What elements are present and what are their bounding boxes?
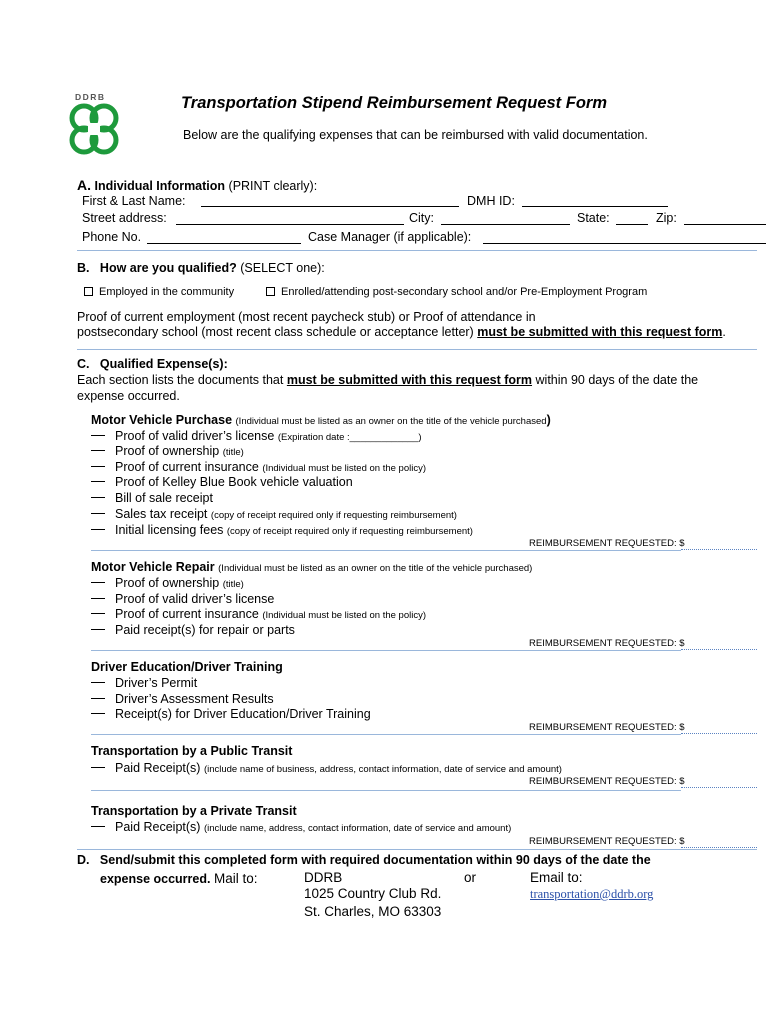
divider-a xyxy=(77,250,757,251)
proof-line-2 xyxy=(77,325,726,339)
proof-end: . xyxy=(722,325,726,339)
mail-to-label: Mail to: xyxy=(213,871,258,886)
phone-label: Phone No. xyxy=(82,230,142,244)
section-a-colon: : xyxy=(313,179,318,193)
street-label: Street address: xyxy=(82,211,167,225)
mail-address-line2: 1025 Country Club Rd. xyxy=(304,886,442,901)
education-reimbursement-label: REIMBURSEMENT REQUESTED: $ xyxy=(529,722,685,733)
option-employed[interactable] xyxy=(84,286,234,298)
divider-b xyxy=(77,349,757,350)
section-c-letter: C. xyxy=(77,357,90,371)
section-b-heading xyxy=(77,261,325,275)
list-item: Paid Receipt(s) (include name of business, address, contact information, date of service and amount) xyxy=(91,761,562,775)
section-a-heading xyxy=(77,177,317,193)
intro-emphasis: must be submitted with this request form xyxy=(286,373,533,387)
public-reimbursement-field[interactable] xyxy=(681,787,757,788)
zip-field[interactable] xyxy=(684,224,766,225)
proof-emphasis: must be submitted with this request form xyxy=(477,325,723,339)
list-item: Bill of sale receipt xyxy=(91,491,213,505)
state-label: State: xyxy=(577,211,610,225)
purchase-reimbursement-label: REIMBURSEMENT REQUESTED: $ xyxy=(529,538,685,549)
section-c-title: Qualified Expense(s): xyxy=(99,357,228,371)
email-link[interactable]: transportation@ddrb.org xyxy=(530,887,654,901)
repair-heading xyxy=(91,560,532,574)
list-item: Proof of ownership (title) xyxy=(91,444,244,458)
purchase-reimbursement-field[interactable] xyxy=(681,549,757,550)
section-b-colon: : xyxy=(321,261,325,275)
option-employed-label: Employed in the community xyxy=(99,286,235,298)
section-a-note: (PRINT clearly) xyxy=(228,179,314,193)
intro-pre: Each section lists the documents that xyxy=(77,373,284,387)
section-a-title: Individual Information xyxy=(94,179,226,193)
dmh-label: DMH ID: xyxy=(467,194,515,208)
purchase-note: (Individual must be listed as an owner on the title of the vehicle purchased xyxy=(235,416,547,427)
logo xyxy=(68,92,120,158)
expense-occurred: expense occurred. xyxy=(100,872,211,886)
clover-logo-icon xyxy=(68,102,120,158)
employed-checkbox[interactable] xyxy=(84,287,93,296)
section-a-letter: A. xyxy=(77,177,91,193)
case-manager-field[interactable] xyxy=(483,243,766,244)
form-title: Transportation Stipend Reimbursement Request Form xyxy=(181,94,608,112)
name-field[interactable] xyxy=(201,206,459,207)
purchase-title: Motor Vehicle Purchase xyxy=(91,413,233,427)
repair-note: (Individual must be listed as an owner on the title of the vehicle purchased) xyxy=(218,563,533,574)
street-field[interactable] xyxy=(176,224,404,225)
education-reimbursement-field[interactable] xyxy=(681,733,757,734)
section-b-title: How are you qualified? xyxy=(99,261,237,275)
form-subtitle: Below are the qualifying expenses that can be reimbursed with valid documentation. xyxy=(183,128,648,142)
city-field[interactable] xyxy=(441,224,570,225)
list-item: Driver’s Assessment Results xyxy=(91,692,274,706)
section-d-line2 xyxy=(100,871,257,886)
public-title: Transportation by a Public Transit xyxy=(91,744,293,758)
divider-public xyxy=(91,790,681,791)
case-manager-label: Case Manager (if applicable): xyxy=(308,230,472,244)
education-title: Driver Education/Driver Training xyxy=(91,660,283,674)
section-c-intro-2: expense occurred. xyxy=(77,389,180,403)
list-item: Receipt(s) for Driver Education/Driver Training xyxy=(91,707,371,721)
public-reimbursement-label: REIMBURSEMENT REQUESTED: $ xyxy=(529,776,685,787)
private-title: Transportation by a Private Transit xyxy=(91,804,297,818)
private-reimbursement-field[interactable] xyxy=(681,847,757,848)
repair-title: Motor Vehicle Repair xyxy=(91,560,215,574)
list-item: Proof of current insurance (Individual must be listed on the policy) xyxy=(91,460,426,474)
list-item: Paid Receipt(s) (include name, address, contact information, date of service and amount) xyxy=(91,820,511,834)
section-d-line1: Send/submit this completed form with required documentation within 90 days of the date the xyxy=(99,853,651,867)
zip-label: Zip: xyxy=(656,211,677,225)
list-item: Proof of valid driver’s license xyxy=(91,592,274,606)
email-to-label: Email to: xyxy=(530,870,583,885)
section-d-letter: D. xyxy=(77,853,90,867)
list-item: Paid receipt(s) for repair or parts xyxy=(91,623,295,637)
section-b-letter: B. xyxy=(77,261,90,275)
section-c-heading xyxy=(77,357,228,371)
list-item: Initial licensing fees (copy of receipt required only if requesting reimbursement) xyxy=(91,523,473,537)
option-enrolled[interactable] xyxy=(266,286,647,298)
mail-address-line1: DDRB xyxy=(304,870,343,885)
name-label: First & Last Name: xyxy=(82,194,186,208)
repair-reimbursement-field[interactable] xyxy=(681,649,757,650)
state-field[interactable] xyxy=(616,224,648,225)
city-label: City: xyxy=(409,211,434,225)
list-item: Sales tax receipt (copy of receipt required only if requesting reimbursement) xyxy=(91,507,457,521)
divider-purchase xyxy=(91,550,681,551)
divider-education xyxy=(91,734,681,735)
option-enrolled-label: Enrolled/attending post-secondary school and/or Pre-Employment Program xyxy=(281,286,648,298)
list-item: Proof of valid driver’s license (Expiration date :_____________) xyxy=(91,429,422,443)
dmh-field[interactable] xyxy=(522,206,668,207)
phone-field[interactable] xyxy=(147,243,301,244)
divider-private xyxy=(77,849,757,850)
repair-reimbursement-label: REIMBURSEMENT REQUESTED: $ xyxy=(529,638,685,649)
private-reimbursement-label: REIMBURSEMENT REQUESTED: $ xyxy=(529,836,685,847)
or-label: or xyxy=(464,870,477,885)
section-d-heading xyxy=(77,853,651,867)
logo-text: DDRB xyxy=(75,92,106,102)
proof-line-1: Proof of current employment (most recent paycheck stub) or Proof of attendance in xyxy=(77,310,536,324)
list-item: Proof of ownership (title) xyxy=(91,576,244,590)
purchase-heading xyxy=(91,413,551,427)
divider-repair xyxy=(91,650,681,651)
intro-post: within 90 days of the date the xyxy=(535,373,699,387)
proof-line-2-text: postsecondary school (most recent class schedule or acceptance letter) xyxy=(77,325,474,339)
list-item: Proof of Kelley Blue Book vehicle valuation xyxy=(91,475,353,489)
enrolled-checkbox[interactable] xyxy=(266,287,275,296)
purchase-note-close: ) xyxy=(546,413,551,427)
list-item: Proof of current insurance (Individual must be listed on the policy) xyxy=(91,607,426,621)
section-c-intro xyxy=(77,373,698,387)
section-b-note: (SELECT one) xyxy=(240,261,322,275)
list-item: Driver’s Permit xyxy=(91,676,197,690)
mail-address-line3: St. Charles, MO 63303 xyxy=(304,904,442,919)
